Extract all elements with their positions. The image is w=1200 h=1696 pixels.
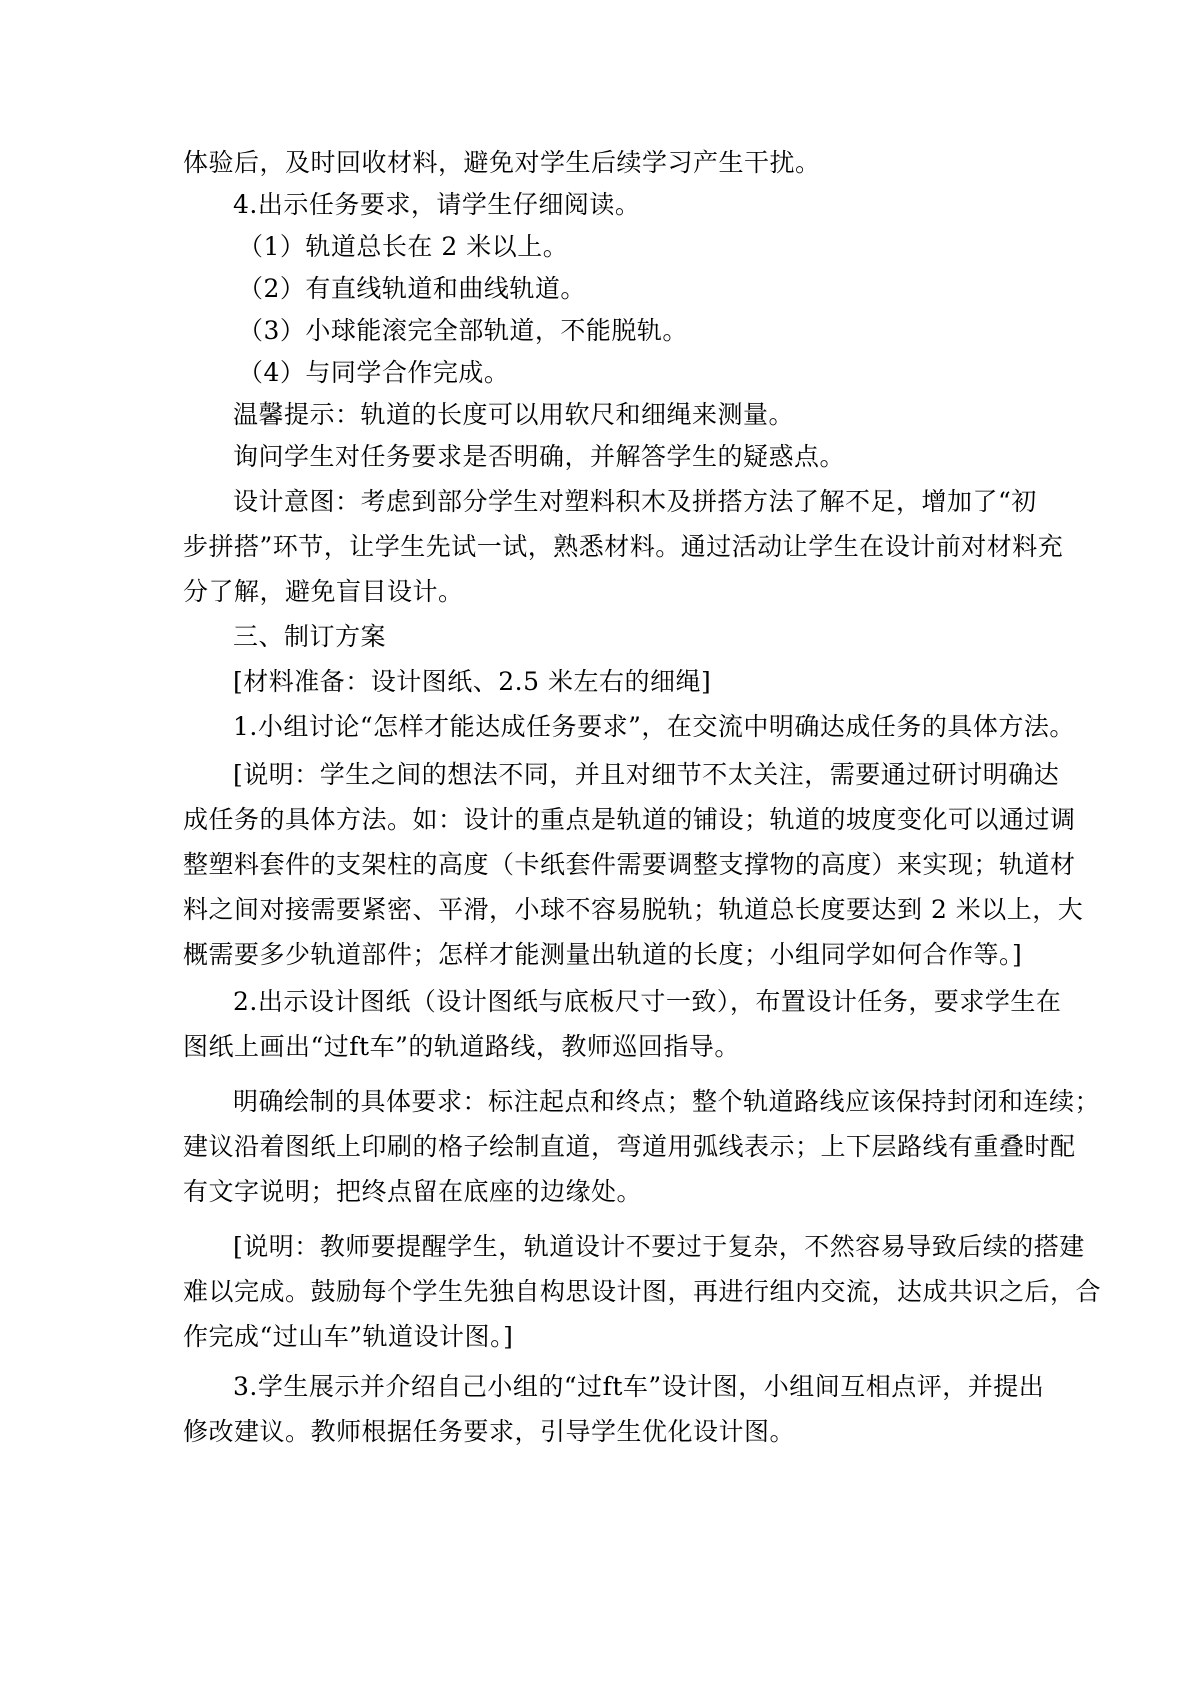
text-line: （3）小球能滚完全部轨道，不能脱轨。 bbox=[238, 316, 688, 345]
text-line: 1.小组讨论“怎样才能达成任务要求”，在交流中明确达成任务的具体方法。 bbox=[233, 712, 1075, 741]
text-line: 询问学生对任务要求是否明确，并解答学生的疑惑点。 bbox=[233, 442, 846, 471]
text-line: 成任务的具体方法。如：设计的重点是轨道的铺设；轨道的坡度变化可以通过调 bbox=[183, 805, 1076, 834]
text-line: 设计意图：考虑到部分学生对塑料积木及拼搭方法了解不足，增加了“初 bbox=[233, 487, 1037, 516]
text-line: 难以完成。鼓励每个学生先独自构思设计图，再进行组内交流，达成共识之后，合 bbox=[183, 1277, 1102, 1306]
text-line: 图纸上画出“过ft车”的轨道路线，教师巡回指导。 bbox=[183, 1032, 740, 1061]
section-heading: 三、制订方案 bbox=[233, 622, 387, 651]
text-line: 体验后，及时回收材料，避免对学生后续学习产生干扰。 bbox=[183, 148, 821, 177]
text-line: 明确绘制的具体要求：标注起点和终点；整个轨道路线应该保持封闭和连续； bbox=[233, 1087, 1101, 1116]
text-line: 2.出示设计图纸（设计图纸与底板尺寸一致），布置设计任务，要求学生在 bbox=[233, 987, 1062, 1016]
text-line: [材料准备：设计图纸、2.5 米左右的细绳] bbox=[233, 667, 712, 696]
text-line: 修改建议。教师根据任务要求，引导学生优化设计图。 bbox=[183, 1417, 796, 1446]
text-line: 步拼搭”环节，让学生先试一试，熟悉材料。通过活动让学生在设计前对材料充 bbox=[183, 532, 1064, 561]
text-line: 3.学生展示并介绍自己小组的“过ft车”设计图，小组间互相点评，并提出 bbox=[233, 1372, 1045, 1401]
text-line: 4.出示任务要求，请学生仔细阅读。 bbox=[233, 190, 641, 219]
text-line: 建议沿着图纸上印刷的格子绘制直道，弯道用弧线表示；上下层路线有重叠时配 bbox=[183, 1132, 1076, 1161]
text-line: [说明：教师要提醒学生，轨道设计不要过于复杂，不然容易导致后续的搭建 bbox=[233, 1232, 1085, 1261]
text-line: 温馨提示：轨道的长度可以用软尺和细绳来测量。 bbox=[233, 400, 795, 429]
text-line: 作完成“过山车”轨道设计图。] bbox=[183, 1322, 514, 1351]
text-line: 有文字说明；把终点留在底座的边缘处。 bbox=[183, 1177, 643, 1206]
text-line: 分了解，避免盲目设计。 bbox=[183, 577, 464, 606]
text-line: （2）有直线轨道和曲线轨道。 bbox=[238, 274, 586, 303]
text-line: （4）与同学合作完成。 bbox=[238, 358, 510, 387]
text-line: （1）轨道总长在 2 米以上。 bbox=[238, 232, 569, 261]
text-line: 概需要多少轨道部件；怎样才能测量出轨道的长度；小组同学如何合作等。] bbox=[183, 940, 1023, 969]
text-line: [说明：学生之间的想法不同，并且对细节不太关注，需要通过研讨明确达 bbox=[233, 760, 1060, 789]
text-line: 料之间对接需要紧密、平滑，小球不容易脱轨；轨道总长度要达到 2 米以上，大 bbox=[183, 895, 1084, 924]
text-line: 整塑料套件的支架柱的高度（卡纸套件需要调整支撑物的高度）来实现；轨道材 bbox=[183, 850, 1076, 879]
